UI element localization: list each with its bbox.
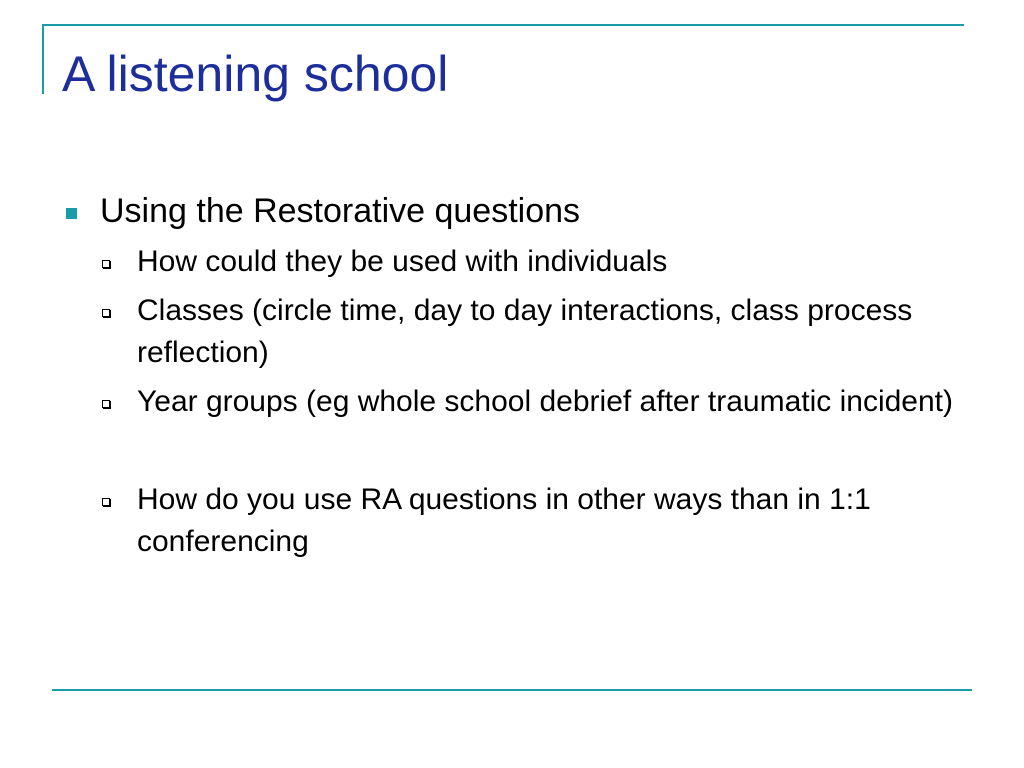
square-bullet-icon <box>66 208 77 219</box>
hollow-square-bullet-icon <box>102 498 110 506</box>
slide-body <box>62 188 962 563</box>
subbullet-item <box>100 290 962 374</box>
left-accent-line <box>42 24 44 94</box>
subbullet-item <box>100 381 962 423</box>
subbullet-text: How could they be used with individuals <box>137 245 668 278</box>
hollow-square-bullet-icon <box>102 260 110 268</box>
subbullet-text: Year groups (eg whole school debrief after traumatic incident) <box>137 385 954 418</box>
subbullet-item <box>100 241 962 283</box>
bullet-text: Using the Restorative questions <box>100 192 581 230</box>
bottom-accent-line <box>52 689 972 691</box>
top-accent-line <box>42 24 964 26</box>
hollow-square-bullet-icon <box>102 400 110 408</box>
bullet-item <box>62 188 962 234</box>
slide-title: A listening school <box>62 46 449 102</box>
subbullet-text: How do you use RA questions in other ways than in 1:1 conferencing <box>137 483 871 558</box>
subbullet-item <box>100 479 962 563</box>
hollow-square-bullet-icon <box>102 309 110 317</box>
subbullet-text: Classes (circle time, day to day interactions, class process reflection) <box>137 294 913 369</box>
